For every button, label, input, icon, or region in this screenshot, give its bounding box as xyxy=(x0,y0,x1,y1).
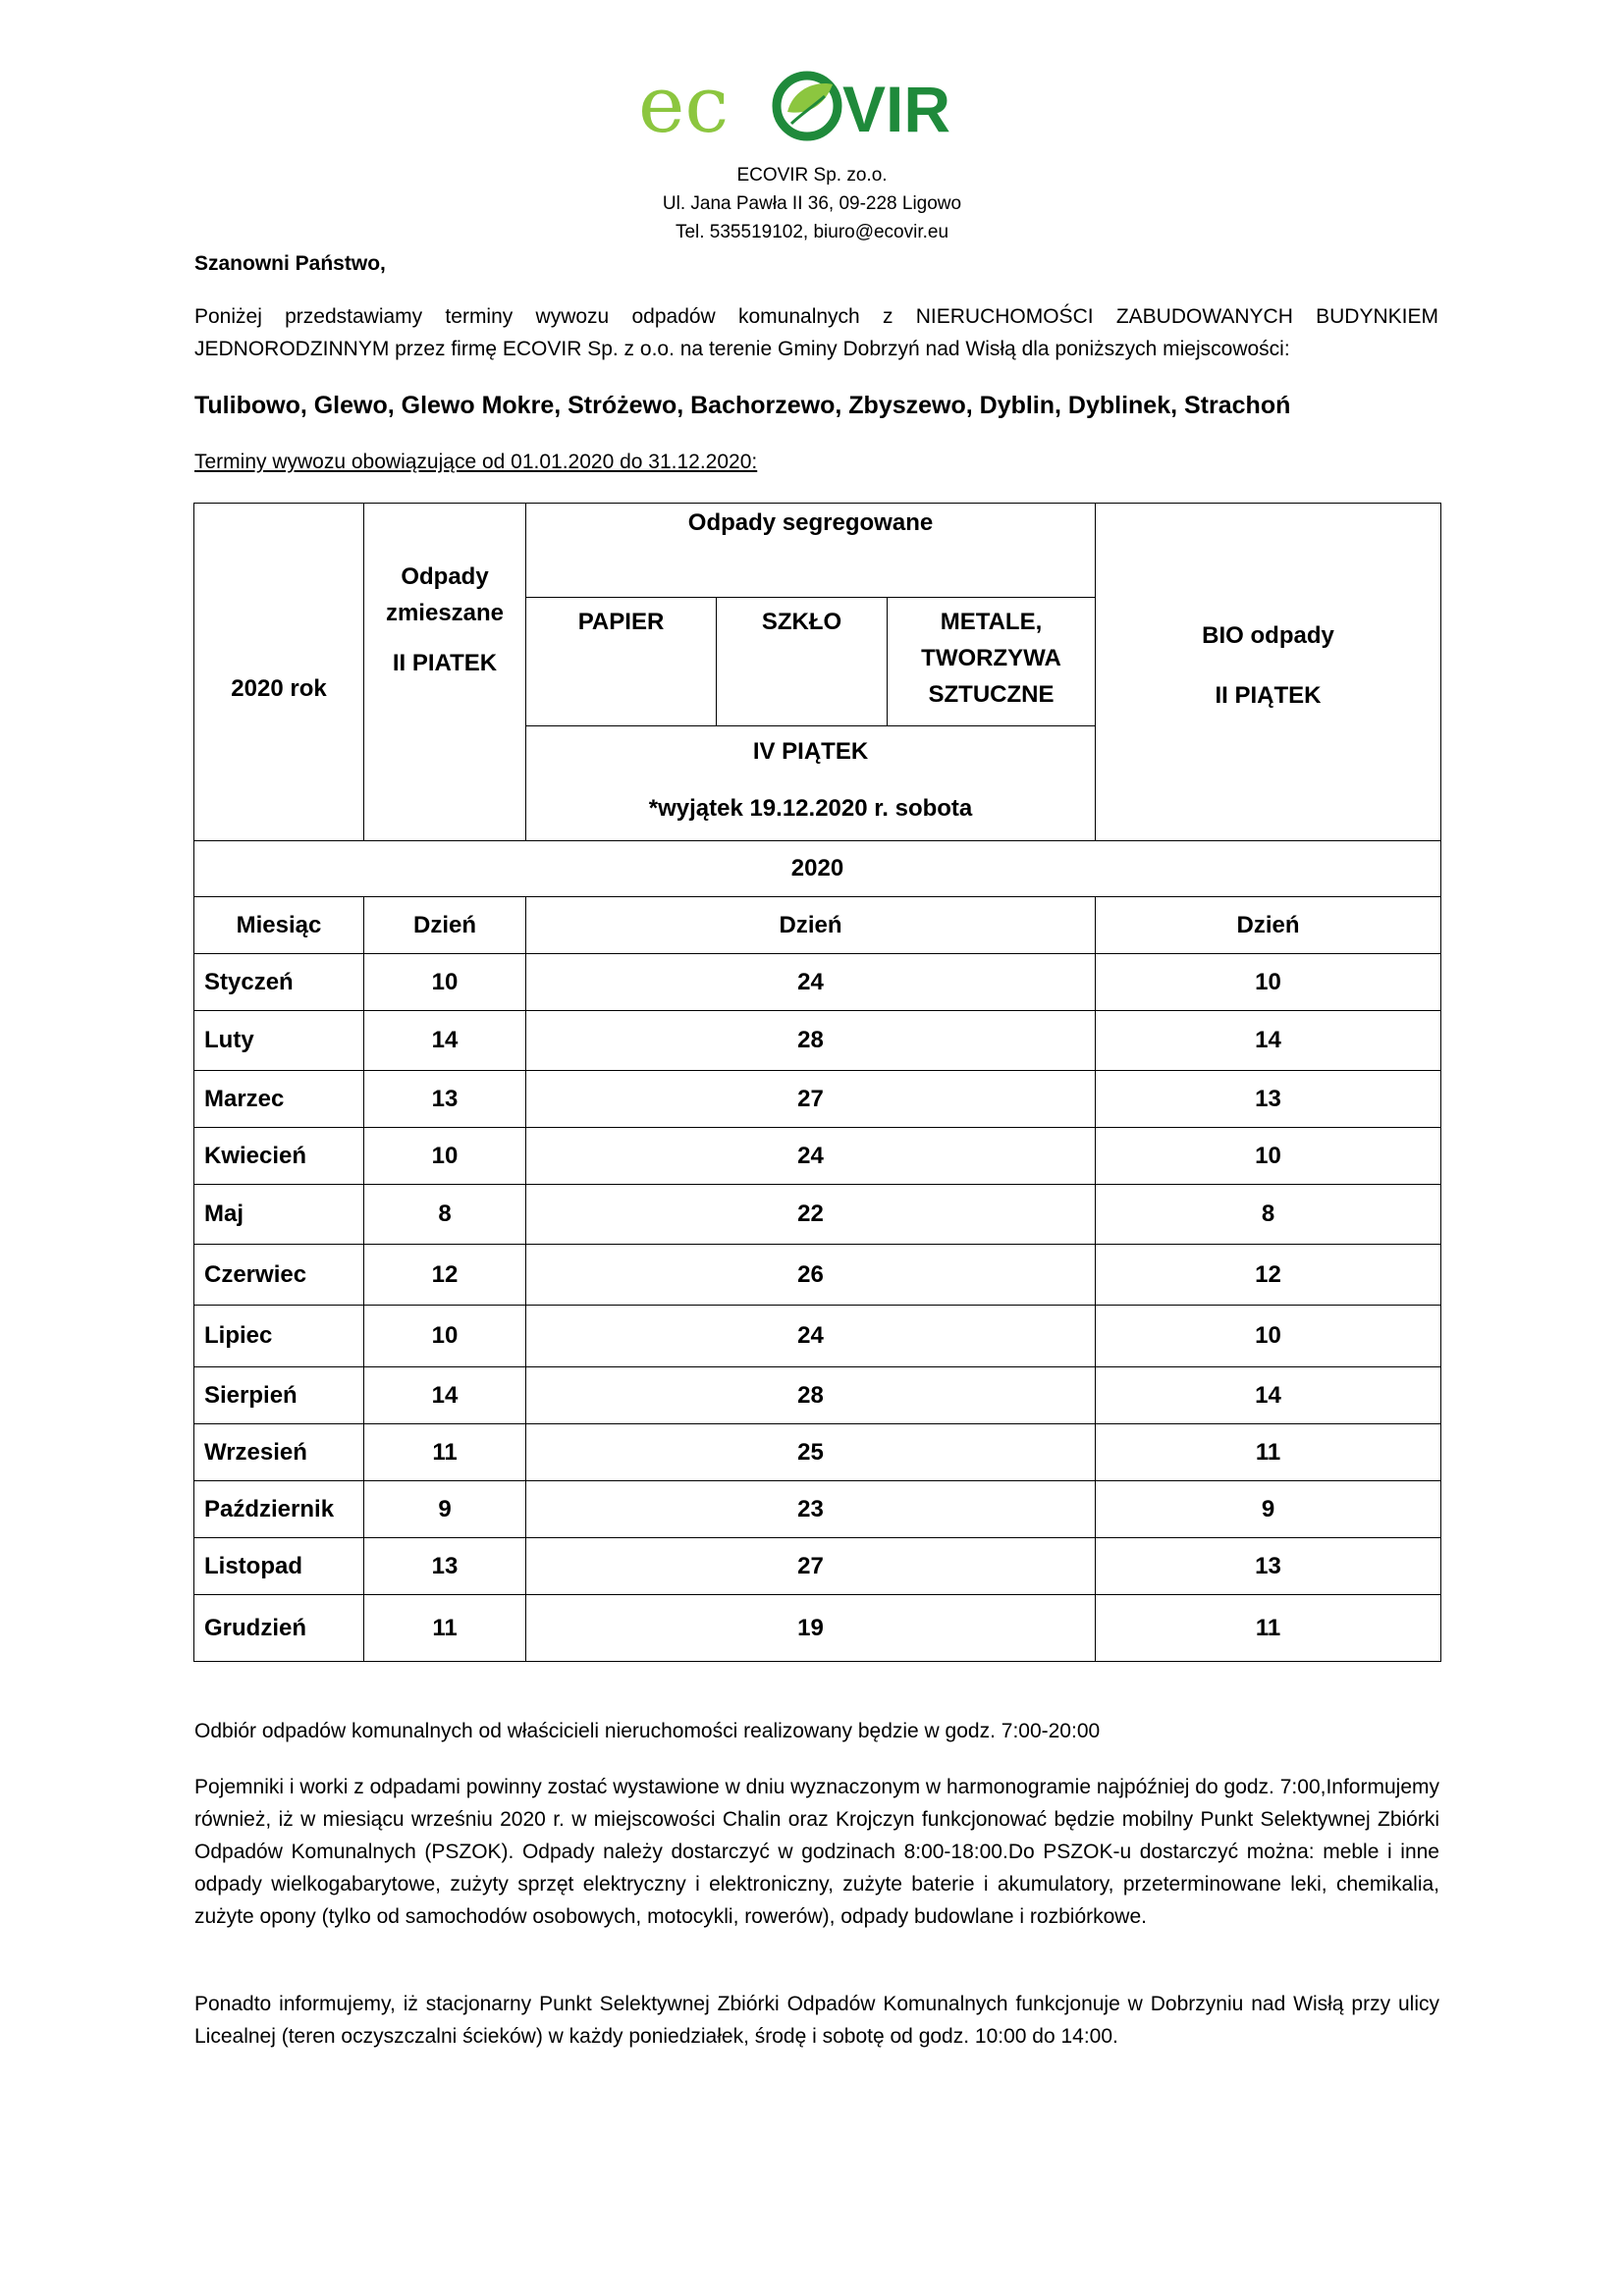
company-info xyxy=(0,161,1624,246)
segregated-day-column-header: Dzień xyxy=(526,897,1096,954)
schedule-row xyxy=(194,1071,1441,1128)
bio-day-cell: 11 xyxy=(1096,1424,1441,1481)
stationary-pszok-paragraph: Ponadto informujemy, iż stacjonarny Punkt Selektywnej Zbiórki Odpadów Komunalnych funkcjonuje w Dobrzyniu nad Wisłą przy ulicy Licealnej (teren oczyszczalni ścieków) w każdy poniedziałek, środę i sobotę od godz. 10:00 do 14:00. xyxy=(194,1993,1439,2048)
month-cell: Lipiec xyxy=(194,1306,364,1367)
localities-list: Tulibowo, Glewo, Glewo Mokre, Stróżewo, Bachorzewo, Zbyszewo, Dyblin, Dyblinek, Strachoń xyxy=(194,392,1291,419)
bio-day-cell: 14 xyxy=(1096,1011,1441,1071)
year-row: 2020 xyxy=(194,841,1441,897)
collection-schedule-table xyxy=(193,503,1441,1662)
collection-hours-note: Odbiór odpadów komunalnych od właścicieli nieruchomości realizowany będzie w godz. 7:00-20:00 xyxy=(194,1720,1101,1742)
mixed-waste-header xyxy=(364,504,526,841)
month-cell: Luty xyxy=(194,1011,364,1071)
mixed-day-cell: 14 xyxy=(364,1011,526,1071)
segregated-day-cell: 27 xyxy=(526,1538,1096,1595)
month-cell: Grudzień xyxy=(194,1595,364,1662)
mixed-day-cell: 13 xyxy=(364,1538,526,1595)
bio-day-cell: 14 xyxy=(1096,1367,1441,1424)
segregated-day-cell: 24 xyxy=(526,954,1096,1011)
schedule-row xyxy=(194,1424,1441,1481)
schedule-row xyxy=(194,1245,1441,1306)
glass-header: SZKŁO xyxy=(717,598,888,726)
leaf-o-icon xyxy=(777,76,838,136)
mixed-waste-title: Odpady zmieszane xyxy=(385,563,505,626)
month-cell: Październik xyxy=(194,1481,364,1538)
schedule-row xyxy=(194,1481,1441,1538)
bio-day-cell: 13 xyxy=(1096,1071,1441,1128)
month-cell: Listopad xyxy=(194,1538,364,1595)
schedule-row xyxy=(194,1595,1441,1662)
bio-day-cell: 9 xyxy=(1096,1481,1441,1538)
mixed-day-cell: 11 xyxy=(364,1595,526,1662)
segregated-day-cell: 26 xyxy=(526,1245,1096,1306)
mixed-day-column-header: Dzień xyxy=(364,897,526,954)
logo-text-ec: ec xyxy=(638,67,730,143)
bio-day-column-header: Dzień xyxy=(1096,897,1441,954)
bio-day-cell: 8 xyxy=(1096,1185,1441,1245)
segregated-waste-exception: *wyjątek 19.12.2020 r. sobota xyxy=(648,795,973,822)
segregated-day-cell: 25 xyxy=(526,1424,1096,1481)
ecovir-logo xyxy=(638,67,992,143)
segregated-waste-schedule xyxy=(526,726,1096,841)
bio-day-cell: 10 xyxy=(1096,1128,1441,1185)
intro-paragraph: Poniżej przedstawiamy terminy wywozu odpadów komunalnych z NIERUCHOMOŚCI ZABUDOWANYCH BUDYNKIEM JEDNORODZINNYM przez firmę ECOVIR Sp. z o.o. na terenie Gminy Dobrzyń nad Wisłą dla poniższych miejscowości: xyxy=(194,305,1438,360)
schedule-row xyxy=(194,1011,1441,1071)
mixed-day-cell: 10 xyxy=(364,1128,526,1185)
segregated-waste-header: Odpady segregowane xyxy=(526,504,1096,598)
mixed-day-cell: 14 xyxy=(364,1367,526,1424)
bio-day-cell: 10 xyxy=(1096,954,1441,1011)
segregated-waste-day: IV PIĄTEK xyxy=(752,738,869,765)
segregated-day-cell: 19 xyxy=(526,1595,1096,1662)
schedule-row xyxy=(194,1185,1441,1245)
mixed-day-cell: 10 xyxy=(364,1306,526,1367)
mixed-waste-day: II PIATEK xyxy=(392,650,498,676)
logo-text-vir: VIR xyxy=(842,73,951,143)
mixed-day-cell: 9 xyxy=(364,1481,526,1538)
schedule-row xyxy=(194,954,1441,1011)
paper-header: PAPIER xyxy=(526,598,717,726)
mixed-day-cell: 11 xyxy=(364,1424,526,1481)
mixed-day-cell: 13 xyxy=(364,1071,526,1128)
schedule-row xyxy=(194,1306,1441,1367)
bio-waste-title: BIO odpady xyxy=(1202,622,1334,649)
greeting: Szanowni Państwo, xyxy=(194,252,386,275)
segregated-day-cell: 24 xyxy=(526,1306,1096,1367)
pszok-info-paragraph: Pojemniki i worki z odpadami powinny zostać wystawione w dniu wyznaczonym w harmonogramie najpóźniej do godz. 7:00,Informujemy również, iż w miesiącu wrześniu 2020 r. w miejscowości Chalin oraz Krojczyn funkcjonować będzie mobilny Punkt Selektywnej Zbiórki Odpadów Komunalnych (PSZOK). Odpady należy dostarczyć w godzinach 8:00-18:00.Do PSZOK-u dostarczyć można: meble i inne odpady wielkogabarytowe, zużyty sprzęt elektryczny i elektroniczny, zużyte baterie i akumulatory, przeterminowane leki, chemikalia, zużyte opony (tylko od samochodów osobowych, motocykli, rowerów), odpady budowlane i rozbiórkowe. xyxy=(194,1776,1439,1928)
month-cell: Wrzesień xyxy=(194,1424,364,1481)
segregated-day-cell: 22 xyxy=(526,1185,1096,1245)
segregated-day-cell: 27 xyxy=(526,1071,1096,1128)
segregated-day-cell: 28 xyxy=(526,1011,1096,1071)
mixed-day-cell: 10 xyxy=(364,954,526,1011)
bio-waste-header xyxy=(1096,504,1441,841)
bio-day-cell: 12 xyxy=(1096,1245,1441,1306)
segregated-day-cell: 28 xyxy=(526,1367,1096,1424)
month-cell: Marzec xyxy=(194,1071,364,1128)
month-cell: Sierpień xyxy=(194,1367,364,1424)
month-cell: Styczeń xyxy=(194,954,364,1011)
bio-day-cell: 10 xyxy=(1096,1306,1441,1367)
segregated-day-cell: 24 xyxy=(526,1128,1096,1185)
bio-day-cell: 13 xyxy=(1096,1538,1441,1595)
schedule-row xyxy=(194,1128,1441,1185)
bio-day-cell: 11 xyxy=(1096,1595,1441,1662)
month-column-header: Miesiąc xyxy=(194,897,364,954)
bio-waste-day: II PIĄTEK xyxy=(1215,682,1322,709)
company-address: Ul. Jana Pawła II 36, 09-228 Ligowo xyxy=(662,193,962,214)
month-cell: Kwiecień xyxy=(194,1128,364,1185)
month-cell: Czerwiec xyxy=(194,1245,364,1306)
segregated-day-cell: 23 xyxy=(526,1481,1096,1538)
schedule-row xyxy=(194,1367,1441,1424)
mixed-day-cell: 8 xyxy=(364,1185,526,1245)
metals-plastics-header: METALE, TWORZYWA SZTUCZNE xyxy=(888,598,1096,726)
company-contact: Tel. 535519102, biuro@ecovir.eu xyxy=(675,222,949,242)
mixed-day-cell: 12 xyxy=(364,1245,526,1306)
month-cell: Maj xyxy=(194,1185,364,1245)
year-header: 2020 rok xyxy=(194,504,364,841)
schedule-row xyxy=(194,1538,1441,1595)
company-name: ECOVIR Sp. zo.o. xyxy=(736,165,888,186)
validity-period: Terminy wywozu obowiązujące od 01.01.2020 do 31.12.2020: xyxy=(194,451,758,473)
